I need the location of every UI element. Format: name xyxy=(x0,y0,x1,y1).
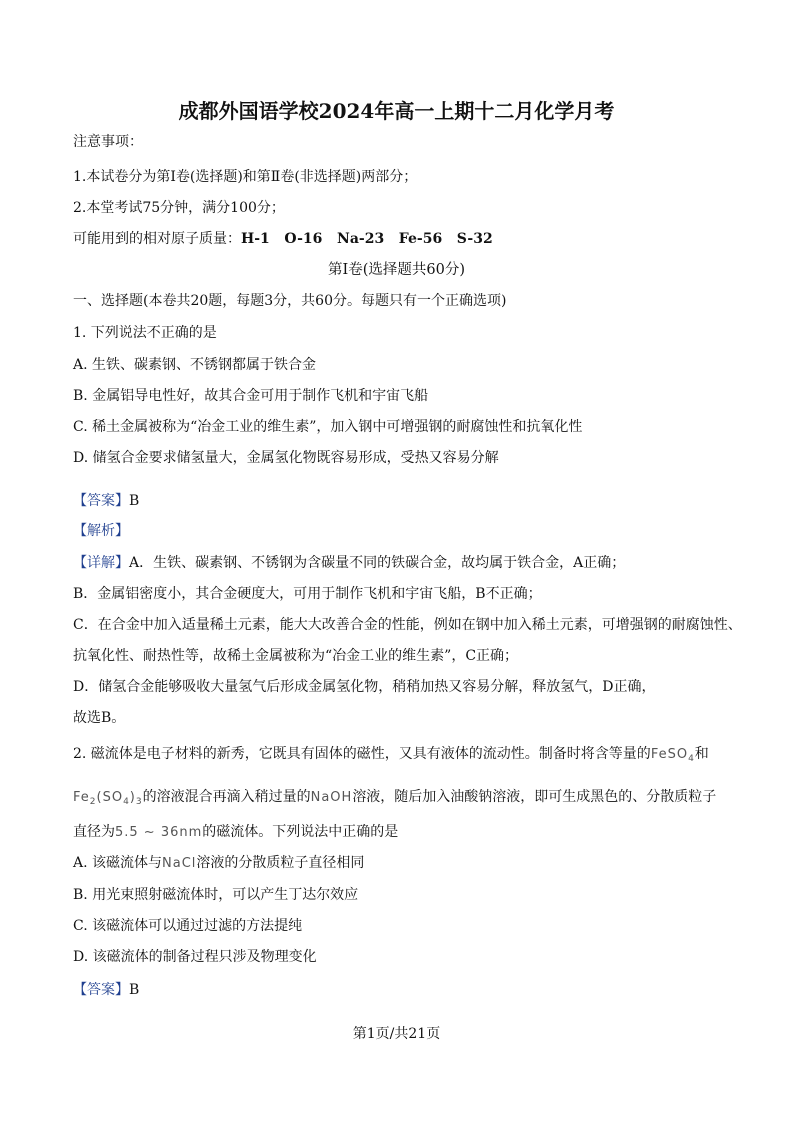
q1-detail-line-5: D．储氢合金能够吸收大量氢气后形成金属氢化物，稍稍加热又容易分解，释放氢气，D正确， xyxy=(73,679,656,695)
part1-title: 第Ⅰ卷(选择题共60分) xyxy=(328,262,465,278)
q1-answer-label: 【答案】 xyxy=(73,493,129,509)
q1-detail-line-4: 抗氧化性、耐热性等，故稀土金属被称为“冶金工业的维生素”，C正确； xyxy=(73,648,519,664)
q2-answer-label: 【答案】 xyxy=(73,982,129,998)
q2-option-b: B. 用光束照射磁流体时，可以产生丁达尔效应 xyxy=(73,887,359,903)
q1-option-d: D. 储氢合金要求储氢量大，金属氢化物既容易形成，受热又容易分解 xyxy=(73,450,499,466)
q1-answer xyxy=(73,491,753,511)
q2-option-c: C. 该磁流体可以通过过滤的方法提纯 xyxy=(73,918,303,934)
q1-answer-value: B xyxy=(129,493,140,509)
q2-option-d: D. 该磁流体的制备过程只涉及物理变化 xyxy=(73,949,317,965)
q2-stem-line-2: $Fe_2(SO_4)_3$的溶液混合再滴入稍过量的NaOH溶液，随后加入油酸钠溶液，即可生成黑色的、分散质粒子 xyxy=(73,789,717,807)
q1-option-c: C. 稀土金属被称为“冶金工业的维生素”，加入钢中可增强钢的耐腐蚀性和抗氧化性 xyxy=(73,419,583,435)
formula-nacl: NaCl xyxy=(162,856,197,871)
q1-detail-label: 【详解】 xyxy=(73,555,129,571)
q2-stem-line-1: 2. 磁流体是电子材料的新秀，它既具有固体的磁性，又具有液体的流动性。制备时将含等量的FeSO$_4$和 xyxy=(73,746,709,764)
atomic-masses-label: 可能用到的相对原子质量： xyxy=(73,231,241,247)
notice-item-2: 2.本堂考试75分钟，满分100分； xyxy=(73,200,285,216)
q1-detail-line-6: 故选B。 xyxy=(73,710,126,726)
formula-fe2so43: $Fe_2(SO_4)_3$ xyxy=(73,790,143,807)
atomic-masses-values: H-1 O-16 Na-23 Fe-56 S-32 xyxy=(241,231,493,247)
section1-heading: 一、选择题(本卷共20题，每题3分，共60分。每题只有一个正确选项) xyxy=(73,293,507,309)
q2-answer-value: B xyxy=(129,982,140,998)
q1-option-a: A. 生铁、碳素钢、不锈钢都属于铁合金 xyxy=(73,357,317,373)
page-footer: 第1页/共21页 xyxy=(352,1026,441,1042)
q2-stem-line-3: 直径为5.5 ~ 36nm的磁流体。下列说法中正确的是 xyxy=(73,824,399,840)
formula-naoh: NaOH xyxy=(310,790,353,805)
notice-heading: 注意事项： xyxy=(73,134,143,150)
q2-option-a: A. 该磁流体与NaCl溶液的分散质粒子直径相同 xyxy=(73,855,365,871)
q1-stem: 1. 下列说法不正确的是 xyxy=(73,325,217,341)
q1-option-b: B. 金属铝导电性好，故其合金可用于制作飞机和宇宙飞船 xyxy=(73,388,429,404)
q1-analysis-label: 【解析】 xyxy=(73,523,129,539)
notice-item-1: 1.本试卷分为第Ⅰ卷(选择题)和第Ⅱ卷(非选择题)两部分； xyxy=(73,169,418,185)
q1-detail-line-1: 【详解】A．生铁、碳素钢、不锈钢为含碳量不同的铁碳合金，故均属于铁合金，A正确； xyxy=(73,555,626,571)
page-title: 成都外国语学校2024年高一上期十二月化学月考 xyxy=(178,99,615,123)
q1-detail-line-3: C．在合金中加入适量稀土元素，能大大改善合金的性能，例如在钢中加入稀土元素，可增强钢的耐腐蚀性、 xyxy=(73,617,742,633)
q2-answer xyxy=(73,980,753,1000)
q1-detail-line-2: B．金属铝密度小，其合金硬度大，可用于制作飞机和宇宙飞船，B不正确； xyxy=(73,586,542,602)
atomic-masses xyxy=(73,229,753,249)
formula-feso4: FeSO$_4$ xyxy=(650,747,695,764)
particle-size-range: 5.5 ~ 36nm xyxy=(115,825,203,840)
